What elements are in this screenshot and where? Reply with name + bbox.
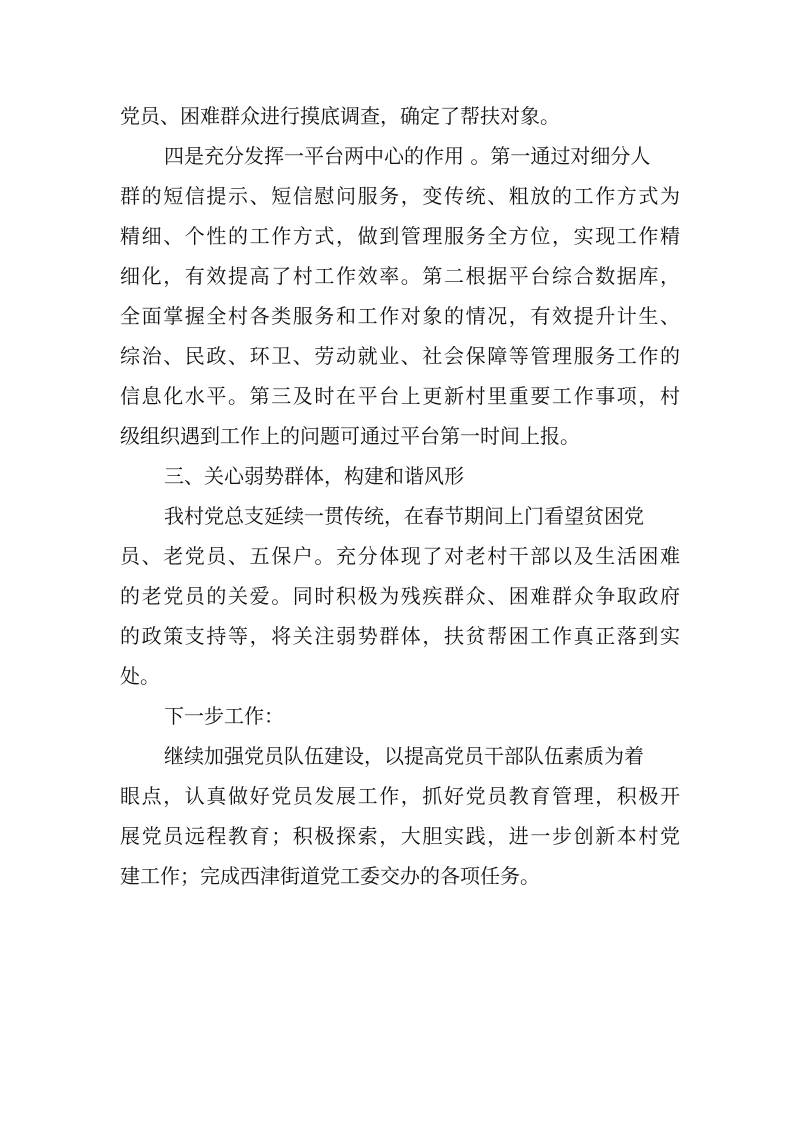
paragraph-line: 四是充分发挥一平台两中心的作用 。第一通过对细分人	[164, 144, 651, 168]
paragraph-line: 综治、民政、环卫、劳动就业、社会保障等管理服务工作的	[120, 344, 680, 368]
paragraph-line: 精细、个性的工作方式，做到管理服务全方位，实现工作精	[120, 224, 680, 248]
paragraph-line: 级组织遇到工作上的问题可通过平台第一时间上报。	[120, 424, 580, 448]
paragraph-line: 群的短信提示、短信慰问服务，变传统、粗放的工作方式为	[120, 184, 680, 208]
paragraph-line: 展党员远程教育；积极探索，大胆实践，进一步创新本村党	[120, 824, 680, 848]
paragraph-line: 员、老党员、五保户。充分体现了对老村干部以及生活困难	[120, 544, 680, 568]
paragraph-line: 建工作；完成西津街道党工委交办的各项任务。	[120, 864, 540, 888]
paragraph-line: 我村党总支延续一贯传统，在春节期间上门看望贫困党	[164, 504, 644, 528]
paragraph-line: 信息化水平。第三及时在平台上更新村里重要工作事项，村	[120, 384, 680, 408]
paragraph-line: 的老党员的关爱。同时积极为残疾群众、困难群众争取政府	[120, 584, 680, 608]
paragraph-line: 继续加强党员队伍建设，以提高党员干部队伍素质为着	[164, 744, 644, 768]
paragraph-line: 的政策支持等，将关注弱势群体，扶贫帮困工作真正落到实	[120, 624, 680, 648]
paragraph-line: 全面掌握全村各类服务和工作对象的情况，有效提升计生、	[120, 304, 680, 328]
paragraph-line: 党员、困难群众进行摸底调查，确定了帮扶对象。	[120, 104, 560, 128]
section-heading: 三、关心弱势群体，构建和谐风形	[164, 464, 464, 488]
document-body	[120, 96, 680, 896]
paragraph-line: 眼点，认真做好党员发展工作，抓好党员教育管理，积极开	[120, 784, 680, 808]
paragraph-line: 处。	[120, 664, 160, 688]
paragraph-line: 细化，有效提高了村工作效率。第二根据平台综合数据库，	[120, 264, 680, 288]
section-heading: 下一步工作：	[164, 704, 284, 728]
